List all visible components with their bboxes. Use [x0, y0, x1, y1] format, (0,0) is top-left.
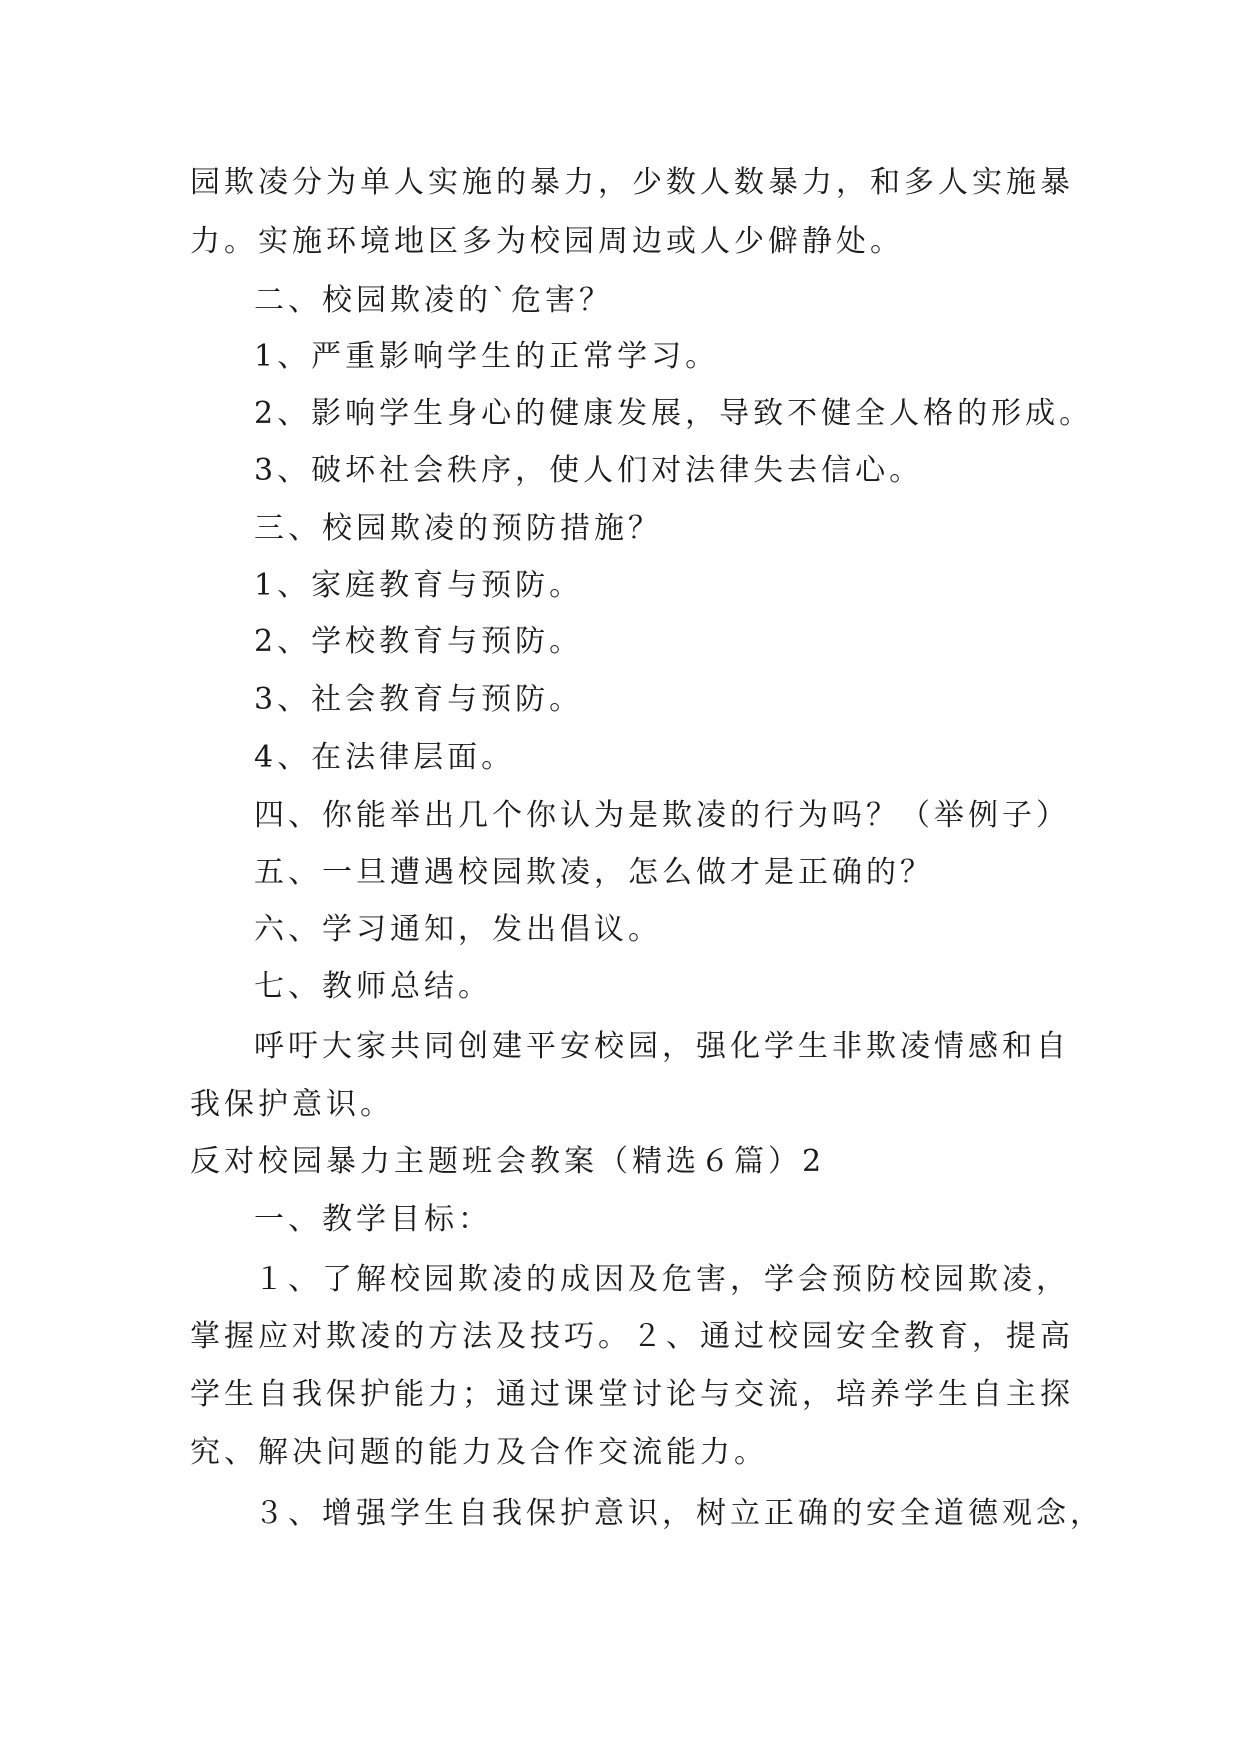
- paragraph-line: 究、解决问题的能力及合作交流能力。: [190, 1435, 768, 1470]
- document-title: 反对校园暴力主题班会教案（精选６篇）2: [190, 1144, 826, 1179]
- list-item: 1、家庭教育与预防。: [254, 568, 584, 603]
- section-heading: 三、校园欺凌的预防措施？: [254, 511, 662, 546]
- list-item: 3、社会教育与预防。: [254, 682, 584, 717]
- list-item: 2、学校教育与预防。: [254, 624, 584, 659]
- paragraph-line: 力。实施环境地区多为校园周边或人少僻静处。: [190, 224, 904, 259]
- paragraph-line: 园欺凌分为单人实施的暴力，少数人数暴力，和多人实施暴: [190, 165, 1074, 200]
- paragraph-line: 我保护意识。: [190, 1087, 394, 1122]
- section-heading: 六、学习通知，发出倡议。: [254, 912, 662, 947]
- section-heading: 五、一旦遭遇校园欺凌，怎么做才是正确的？: [254, 855, 934, 890]
- section-heading: 一、教学目标：: [254, 1202, 492, 1237]
- list-item: 1、严重影响学生的正常学习。: [254, 339, 720, 374]
- section-heading: 七、教师总结。: [254, 969, 492, 1004]
- paragraph-line: １、了解校园欺凌的成因及危害，学会预防校园欺凌，: [254, 1262, 1070, 1297]
- paragraph-line: ３、增强学生自我保护意识，树立正确的安全道德观念，: [254, 1496, 1104, 1531]
- section-heading: 二、校园欺凌的`危害？: [254, 283, 613, 318]
- list-item: 2、影响学生身心的健康发展，导致不健全人格的形成。: [254, 396, 1094, 431]
- list-item: 4、在法律层面。: [254, 740, 516, 775]
- paragraph-line: 学生自我保护能力；通过课堂讨论与交流，培养学生自主探: [190, 1377, 1074, 1412]
- list-item: 3、破坏社会秩序，使人们对法律失去信心。: [254, 453, 924, 488]
- paragraph-line: 呼吁大家共同创建平安校园，强化学生非欺凌情感和自: [254, 1029, 1070, 1064]
- paragraph-line: 掌握应对欺凌的方法及技巧。２、通过校园安全教育，提高: [190, 1319, 1074, 1354]
- section-heading: 四、你能举出几个你认为是欺凌的行为吗？（举例子）: [254, 798, 1070, 833]
